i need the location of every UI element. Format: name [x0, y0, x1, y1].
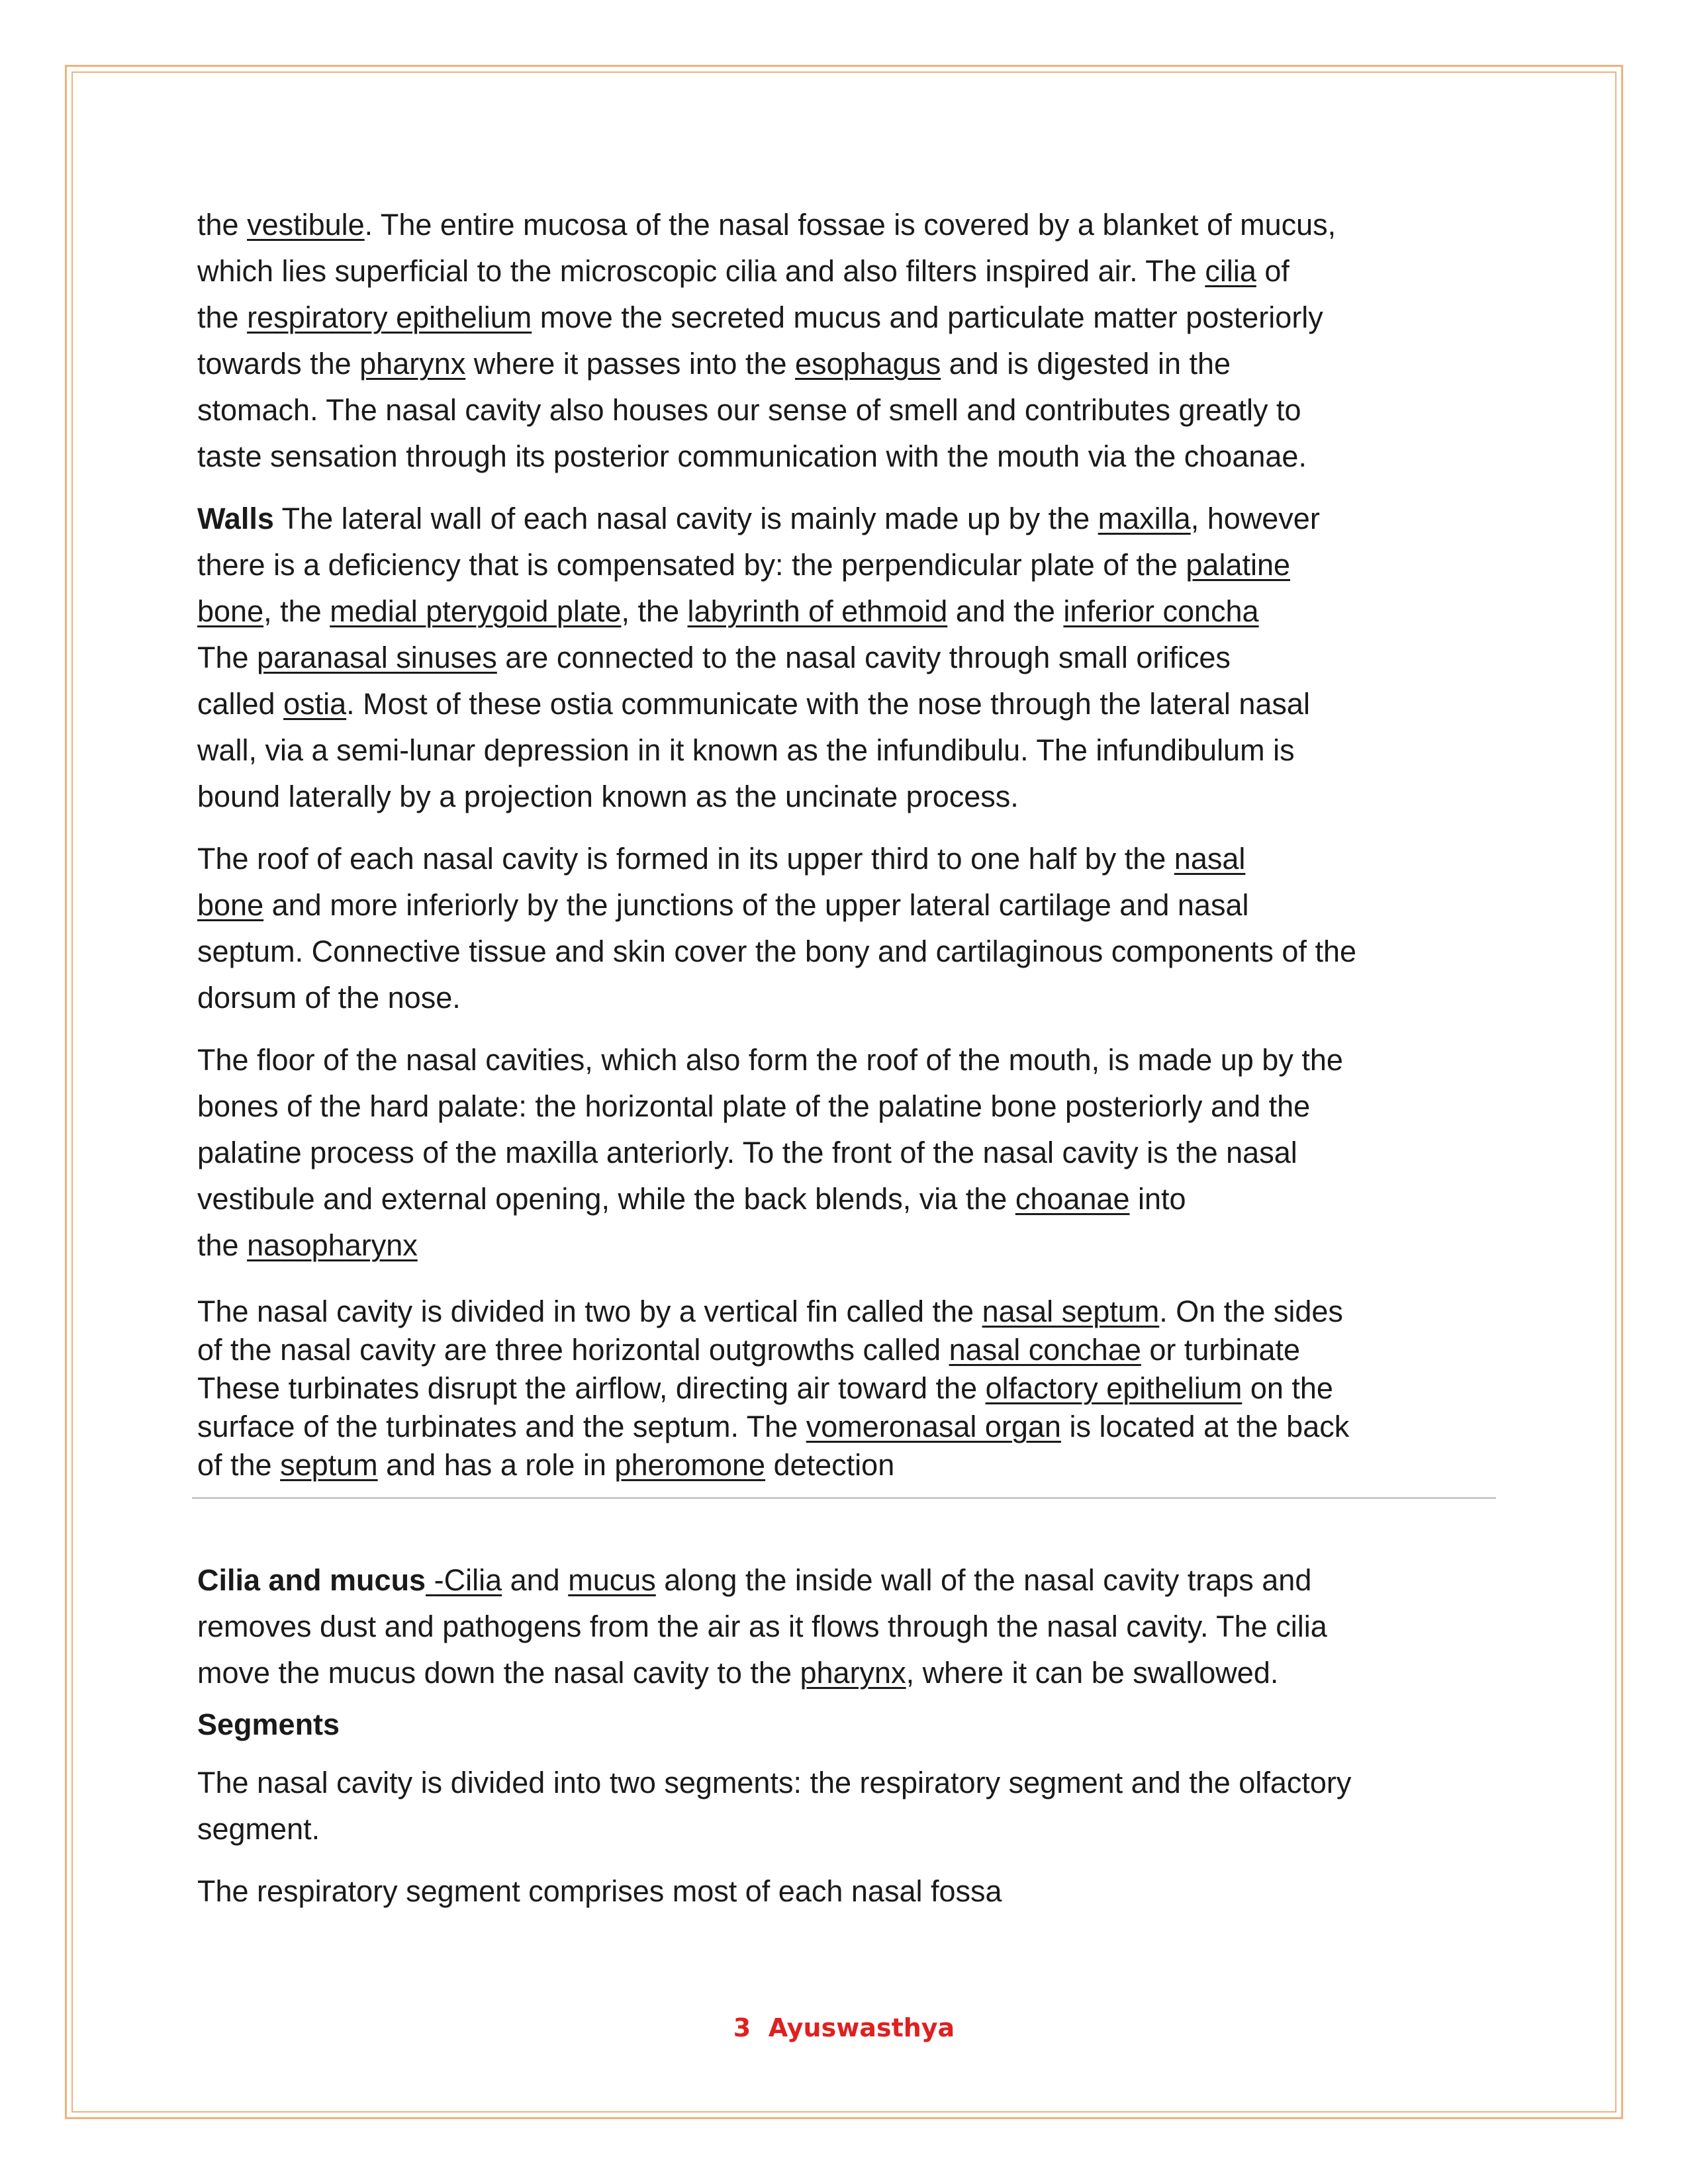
text: towards the: [197, 347, 360, 381]
text-line: [197, 836, 1508, 882]
text: The lateral wall of each nasal cavity is mainly made up by the: [273, 502, 1098, 535]
text-line: [197, 248, 1508, 295]
text-line: [197, 681, 1508, 727]
text: , where it can be swallowed.: [906, 1656, 1279, 1690]
link-septum[interactable]: septum: [280, 1448, 378, 1482]
link-nasal[interactable]: nasal: [1174, 842, 1246, 876]
text-line: palatine process of the maxilla anteriorly. To the front of the nasal cavity is the nasal: [197, 1136, 1297, 1169]
link-vestibule[interactable]: vestibule: [247, 208, 365, 242]
text: These turbinates disrupt the airflow, directing air toward the: [197, 1371, 986, 1405]
heading-cilia-and-mucus: Cilia and mucus: [197, 1563, 426, 1597]
link-nasal-septum[interactable]: nasal septum: [982, 1295, 1160, 1328]
text: move the secreted mucus and particulate matter posteriorly: [532, 300, 1323, 334]
text: The: [197, 641, 258, 674]
link-respiratory-epithelium[interactable]: respiratory epithelium: [247, 300, 532, 334]
paragraph-septum: [197, 1293, 1508, 1484]
text: The nasal cavity is divided in two by a vertical fin called the: [197, 1295, 982, 1328]
text-line: [197, 635, 1508, 681]
text: , the: [263, 594, 330, 628]
link-choanae[interactable]: choanae: [1015, 1182, 1130, 1216]
text: and the: [947, 594, 1064, 628]
text-line: [197, 1369, 1508, 1408]
text-line: [197, 588, 1508, 635]
paragraph-floor: [197, 1037, 1508, 1269]
paragraph-roof: [197, 836, 1508, 1021]
text-line: [197, 1176, 1508, 1222]
text-line: [197, 882, 1508, 929]
text: and is digested in the: [941, 347, 1231, 381]
text: . Most of these ostia communicate with the nose through the lateral nasal: [346, 687, 1310, 721]
link-maxilla[interactable]: maxilla: [1098, 502, 1191, 535]
text: [426, 1563, 434, 1597]
text: move the mucus down the nasal cavity to the: [197, 1656, 800, 1690]
heading-segments: Segments: [197, 1707, 340, 1741]
text-line: [197, 1293, 1508, 1331]
text-line: [197, 1222, 1508, 1269]
text: of the: [197, 1448, 281, 1482]
text: the: [197, 1228, 248, 1262]
link-inferior-concha[interactable]: inferior concha: [1063, 594, 1259, 628]
link-pheromone[interactable]: pheromone: [614, 1448, 766, 1482]
link-bone[interactable]: bone: [197, 594, 264, 628]
page-number: 3: [733, 2013, 751, 2042]
text-line: [197, 202, 1508, 248]
text: called: [197, 687, 284, 721]
text-line: [197, 1408, 1508, 1446]
text: there is a deficiency that is compensated by: the perpendicular plate of the: [197, 548, 1186, 582]
link-medial-pterygoid-plate[interactable]: medial pterygoid plate: [330, 594, 622, 628]
link-olfactory-epithelium[interactable]: olfactory epithelium: [985, 1371, 1243, 1405]
footer-brand: Ayuswasthya: [768, 2013, 955, 2042]
text: of the nasal cavity are three horizontal outgrowths called: [197, 1333, 949, 1367]
paragraph-respiratory-segment: [197, 1868, 1508, 1915]
text-line: [197, 496, 1508, 542]
text-line: The floor of the nasal cavities, which also form the roof of the mouth, is made up by the: [197, 1043, 1343, 1077]
text-line: [197, 1557, 1508, 1604]
link-pharynx[interactable]: pharynx: [359, 347, 466, 381]
text: of: [1256, 254, 1289, 288]
link-ostia[interactable]: ostia: [283, 687, 347, 721]
text: into: [1129, 1182, 1186, 1216]
link-nasal-conchae[interactable]: nasal conchae: [949, 1333, 1141, 1367]
text-line: wall, via a semi-lunar depression in it known as the infundibulu. The infundibulum is: [197, 733, 1295, 767]
link-cilia[interactable]: cilia: [1205, 254, 1256, 288]
paragraph-walls: [197, 496, 1508, 820]
link-paranasal-sinuses[interactable]: paranasal sinuses: [257, 641, 497, 674]
paragraph-segments: [197, 1760, 1508, 1852]
text: on the: [1242, 1371, 1333, 1405]
text-line: [197, 295, 1508, 341]
heading-segments-block: [197, 1702, 1508, 1748]
link-bone[interactable]: bone: [197, 888, 264, 922]
horizontal-divider: [192, 1497, 1496, 1499]
paragraph-cilia-mucus: [197, 1557, 1508, 1696]
text: along the inside wall of the nasal cavity traps and: [655, 1563, 1312, 1597]
text: and more inferiorly by the junctions of the upper lateral cartilage and nasal: [263, 888, 1249, 922]
heading-walls: Walls: [197, 502, 274, 535]
text: the: [197, 300, 248, 334]
document-body-lower: [197, 1557, 1508, 1931]
text: detection: [765, 1448, 895, 1482]
paragraph-mucosa: [197, 202, 1508, 480]
text: and: [502, 1563, 569, 1597]
text-line: The respiratory segment comprises most of each nasal fossa: [197, 1874, 1002, 1908]
text: vestibule and external opening, while the back blends, via the: [197, 1182, 1015, 1216]
text: are connected to the nasal cavity through small orifices: [496, 641, 1231, 674]
page-footer: [0, 2013, 1688, 2042]
text-line: [197, 341, 1508, 387]
text: , however: [1190, 502, 1320, 535]
text-line: removes dust and pathogens from the air as it flows through the nasal cavity. The cilia: [197, 1610, 1327, 1643]
text: surface of the turbinates and the septum. The: [197, 1410, 806, 1443]
text-line: The nasal cavity is divided into two segments: the respiratory segment and the olfactory: [197, 1766, 1352, 1799]
link-palatine[interactable]: palatine: [1186, 548, 1291, 582]
text-line: [197, 1446, 1508, 1484]
text-line: bound laterally by a projection known as the uncinate process.: [197, 780, 1019, 813]
link-labyrinth-of-ethmoid[interactable]: labyrinth of ethmoid: [687, 594, 948, 628]
text-line: [197, 542, 1508, 588]
text-line: taste sensation through its posterior communication with the mouth via the choanae.: [197, 439, 1307, 473]
document-body: [197, 202, 1508, 1484]
link-esophagus[interactable]: esophagus: [795, 347, 941, 381]
text-line: stomach. The nasal cavity also houses our sense of smell and contributes greatly to: [197, 393, 1301, 427]
text: or turbinate: [1141, 1333, 1300, 1367]
text-line: segment.: [197, 1812, 320, 1846]
text-line: bones of the hard palate: the horizontal plate of the palatine bone posteriorly and the: [197, 1089, 1311, 1123]
link-nasopharynx[interactable]: nasopharynx: [247, 1228, 418, 1262]
text: which lies superficial to the microscopic cilia and also filters inspired air. The: [197, 254, 1205, 288]
text-line: [197, 1331, 1508, 1369]
text: . On the sides: [1159, 1295, 1343, 1328]
text: and has a role in: [377, 1448, 615, 1482]
link-cilia[interactable]: -Cilia: [434, 1563, 502, 1597]
text: is located at the back: [1060, 1410, 1350, 1443]
text-line: dorsum of the nose.: [197, 981, 461, 1015]
text: The roof of each nasal cavity is formed in its upper third to one half by the: [197, 842, 1174, 876]
link-pharynx[interactable]: pharynx: [800, 1656, 906, 1690]
text-line: [197, 1650, 1508, 1696]
text-line: septum. Connective tissue and skin cover the bony and cartilaginous components of the: [197, 934, 1357, 968]
link-mucus[interactable]: mucus: [568, 1563, 656, 1597]
text: . The entire mucosa of the nasal fossae is covered by a blanket of mucus,: [364, 208, 1336, 242]
text: where it passes into the: [465, 347, 796, 381]
link-vomeronasal-organ[interactable]: vomeronasal organ: [806, 1410, 1061, 1443]
text: , the: [621, 594, 688, 628]
text: the: [197, 208, 248, 242]
